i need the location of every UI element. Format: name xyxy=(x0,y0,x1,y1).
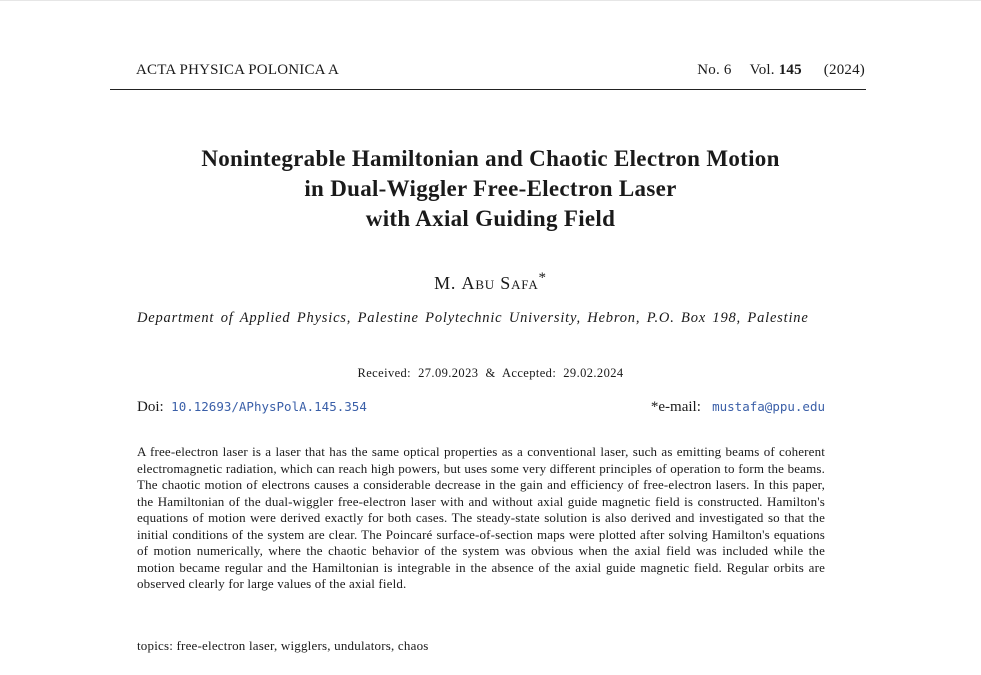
accepted-date: 29.02.2024 xyxy=(563,366,624,380)
paper-title xyxy=(110,144,871,234)
author-initial: M. xyxy=(434,273,462,293)
author-name: Abu Safa xyxy=(461,273,539,293)
email-block xyxy=(651,399,825,416)
title-line-2: in Dual-Wiggler Free-Electron Laser xyxy=(304,176,677,201)
title-line-3: with Axial Guiding Field xyxy=(365,206,616,231)
running-head xyxy=(136,62,865,82)
issue-number: No. 6 xyxy=(697,62,732,78)
topics-line: topics: free-electron laser, wigglers, undulators, chaos xyxy=(137,638,429,653)
received-label: Received: xyxy=(357,366,412,380)
volume-number: 145 xyxy=(778,62,802,78)
volume-label: Vol. xyxy=(749,62,775,78)
submission-dates xyxy=(110,366,871,381)
email-link[interactable]: mustafa@ppu.edu xyxy=(712,399,825,414)
author-affiliation: Department of Applied Physics, Palestine Polytechnic University, Hebron, P.O. Box 198, Palestine xyxy=(137,310,809,326)
title-line-1: Nonintegrable Hamiltonian and Chaotic Electron Motion xyxy=(201,146,780,171)
doi-link[interactable]: 10.12693/APhysPolA.145.354 xyxy=(171,399,367,414)
email-label: *e-mail: xyxy=(650,399,701,415)
received-date: 27.09.2023 xyxy=(418,366,479,380)
accepted-label: Accepted: xyxy=(501,366,557,380)
doi-block xyxy=(137,399,367,416)
doi-email-row xyxy=(137,399,825,419)
header-rule xyxy=(110,89,866,90)
issue-year: (2024) xyxy=(823,62,865,78)
author-footnote-mark: * xyxy=(538,270,547,286)
date-separator: & xyxy=(485,366,496,380)
top-edge-line xyxy=(0,0,981,1)
journal-name: ACTA PHYSICA POLONICA A xyxy=(136,62,340,78)
issue-info xyxy=(697,62,865,79)
author-line xyxy=(110,270,871,294)
abstract-text: A free-electron laser is a laser that has the same optical properties as a conventional laser, such as emitting beams of coherent electromagnetic radiation, which can reach high powers, but uses some very different principles of operation to form the beams. The chaotic motion of electrons causes a considerable decrease in the gain and efficiency of free-electron lasers. In this paper, the Hamiltonian of the dual-wiggler free-electron laser with and without axial guide magnetic field is constructed. Hamilton's equations of motion were derived exactly for both cases. The steady-state solution is also derived and investigated so that the initial conditions of the system are clear. The Poincaré surface-of-section maps were plotted after solving Hamilton's equations of motion numerically, where the chaotic behavior of the system was obvious when the axial field was included while the motion became regular and the Hamiltonian is integrable in the absence of the axial guide magnetic field. Regular orbits are observed clearly for large values of the axial field. xyxy=(137,444,825,591)
doi-label: Doi: xyxy=(137,399,164,415)
